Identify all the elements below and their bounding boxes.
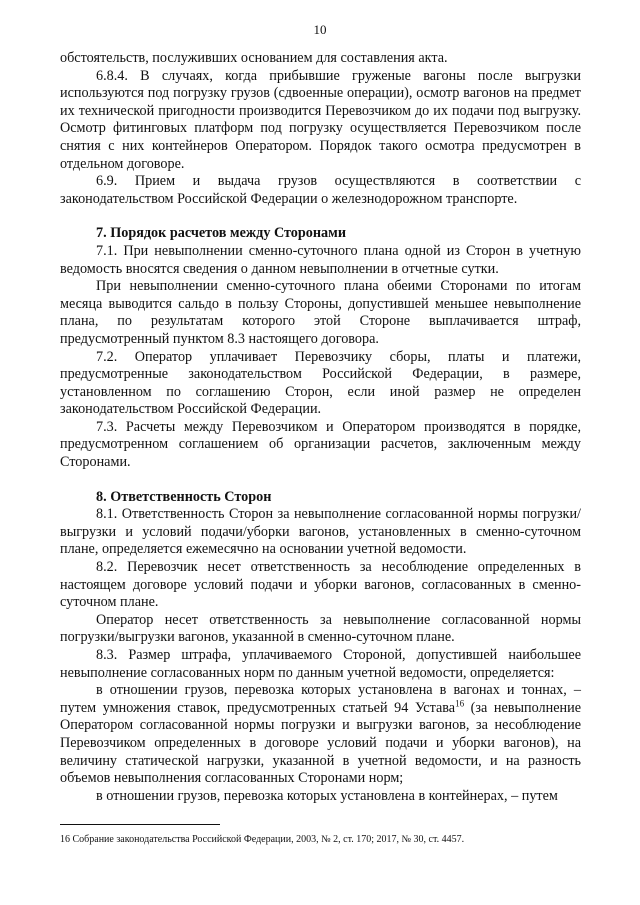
paragraph-continuation: обстоятельств, послуживших основанием для составления акта.: [60, 50, 448, 66]
clause-7-1: 7.1. При невыполнении сменно-суточного плана одной из Сторон в учетную ведомость вносятся сведения о данном невыполнении в отчетные сутки.: [60, 242, 581, 277]
clause-8-3-wagons-tonnes: [60, 682, 581, 788]
footnote-separator: [60, 824, 220, 825]
document-body: [60, 50, 581, 805]
section-8-heading: 8. Ответственность Сторон: [96, 488, 272, 505]
clause-8-2: 8.2. Перевозчик несет ответственность за несоблюдение определенных в настоящем договоре условий подачи и уборки вагонов, согласованных в сменно-суточном плане.: [60, 559, 581, 611]
page-number: 10: [313, 22, 327, 37]
clause-6-9: 6.9. Прием и выдача грузов осуществляются в соответствии с законодательством Российской Федерации о железнодорожном транспорте.: [60, 173, 581, 207]
clause-7-1-second-paragraph: При невыполнении сменно-суточного плана обеими Сторонами по итогам месяца выводится сальдо в пользу Стороны, допустившей меньшее невыполнение плана, по результатам которого этой Стороне выплачивается штраф, предусмотренный пунктом 8.3 настоящего договора.: [60, 278, 581, 347]
clause-8-3-wagons-text-end: (за невыполнение Оператором согласованной нормы погрузки и выгрузки вагонов, за несоблюдение Перевозчиком определенных в договоре условий подачи и уборки вагонов), на величину статической нагрузки, указанной в учетной ведомости, и на разность объемов невыполнения согласованных Сторонами норм;: [60, 699, 581, 787]
clause-8-3-containers: в отношении грузов, перевозка которых установлена в контейнерах, – путем: [96, 787, 558, 804]
section-7-heading: 7. Порядок расчетов между Сторонами: [96, 225, 346, 242]
clause-6-8-4: 6.8.4. В случаях, когда прибывшие груженые вагоны после выгрузки используются под погрузку грузов (сдвоенные операции), осмотр вагонов на предмет их технической пригодности производится Перевозчиком до их подачи под выгрузку. Осмотр фитинговых платформ под погрузку осуществляется Перевозчиком после снятия с них контейнеров Оператором. Порядок такого осмотра предусмотрен в отдельном договоре.: [60, 67, 581, 172]
clause-8-1: 8.1. Ответственность Сторон за невыполнение согласованной нормы погрузки/выгрузки и условий подачи/уборки вагонов, установленных в сменно-суточном плане, определяется ежемесячно на основании учетной ведомости.: [60, 506, 581, 558]
footnote: 16 Собрание законодательства Российской Федерации, 2003, № 2, ст. 170; 2017, № 30, ст. 4457.: [60, 834, 465, 845]
clause-8-3: 8.3. Размер штрафа, уплачиваемого Стороной, допустившей наибольшее невыполнение согласованных норм по данным учетной ведомости, определяется:: [60, 647, 581, 681]
clause-8-2-second-paragraph: Оператор несет ответственность за невыполнение согласованной нормы погрузки/выгрузки вагонов, указанной в сменно-суточном плане.: [60, 611, 581, 646]
footnote-reference: 16: [455, 698, 465, 709]
clause-7-2: 7.2. Оператор уплачивает Перевозчику сборы, платы и платежи, предусмотренные законодательством Российской Федерации, в размере, установленном по соглашению Сторон, если иной размер не определен законодательством Российской Федерации.: [60, 348, 581, 418]
clause-8-3-wagons-text-start: в отношении грузов, перевозка которых установлена в вагонах и тоннах, – путем умножения ставок, предусмотренных статьей 94 Устава: [60, 682, 581, 716]
clause-7-3: 7.3. Расчеты между Перевозчиком и Оператором производятся в порядке, предусмотренном соглашением об организации расчетов, заключенным между Сторонами.: [60, 418, 581, 471]
